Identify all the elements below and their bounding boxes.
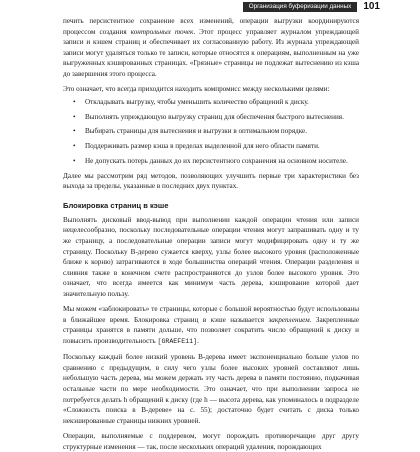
list-item: • Выполнять упреждающую выгрузку страниц для обеспечения быстрого вытеснения. [73, 112, 344, 121]
list-item: • Поддерживать размер кэша в пределах выделенной для него области памяти. [73, 142, 320, 151]
list-item: • Не допускать потерь данных до их персистентного сохранения на основном носителе. [73, 156, 348, 165]
bullet-icon: • [73, 156, 76, 165]
paragraph-after-list: Далее мы рассмотрим ряд методов, позволяющих улучшить первые три характеристики без выхода за пределы, указанные в последних двух пунктах. [63, 171, 359, 191]
running-header [248, 0, 420, 13]
section-heading: Блокировка страниц в кэше [63, 200, 169, 210]
goals-list [63, 97, 359, 167]
paragraph-io: Выполнять дисковый ввод-вывод при выполнении каждой операции чтения или записи нецелесообразно, поскольку последовательные операции чтения могут запрашивать одну и ту же страницу, а последовательные операции записи могут модифицировать одну и ту же страницу. Поскольку B-дерево сужается кверху, узлы более высокого уровня (расположенные ближе к корню) затрагиваются в ходе большинства операций чтения. Операции разделения и слияния также в конечном счете распространяются до узлов более высокого уровня. Это означает, что всегда имеется как минимум часть дерева, кэширование которой дает значительную пользу. [63, 215, 359, 298]
paragraph-checkpoint: печить персистентное сохранение всех изменений, операции выгрузки координируются процессом создания контрольных точек. Этот процесс управляет журналом упреждающей записи и кэшем страниц и обеспечивает их согласованную работу. Из журнала упреждающей записи могут удаляться только те записи, которые относятся к операциям, выполненным на уже выгруженных кэшированных страницах. «Грязные» страницы не подлежат вытеснению из кэша до завершения этого процесса. [63, 17, 359, 78]
list-item: • Выбирать страницы для вытеснения и выгрузки в оптимальном порядке. [73, 127, 308, 136]
paragraph-tradeoff: Это означает, что всегда приходится находить компромисс между несколькими целями: [63, 85, 330, 94]
bullet-icon: • [73, 127, 76, 136]
bullet-icon: • [73, 97, 76, 106]
page-number: 101 [363, 0, 380, 12]
citation: [GRAEFE11] [157, 337, 198, 345]
bullet-icon: • [73, 112, 76, 121]
paragraph-levels: Поскольку каждый более низкий уровень B-дерева имеет экспоненциально больше узлов по сравнению с предыдущим, в силу чего узлы более высоких уровней составляют лишь небольшую часть дерева, мы можем держать эту часть дерева в памяти постоянно, подкачивая остальные части по мере необходимости. Это означает, что при выполнении запроса не потребуется делать h обращений к диску (где h — высота дерева, как упоминалось в подразделе «Сложность поиска в B-дереве» на с. 55); достаточно будет считать с диска только некэшированные страницы нижних уровней. [63, 353, 359, 425]
paragraph-pinning: Мы можем «заблокировать» те страницы, которые с большой вероятностью будут использованы в ближайшее время. Блокировка страниц в кэше называется закреплением. Закрепленные страницы хранятся в памяти дольше, что позволяет сократить число обращений к диску и повысить производительность [GRAEFE11]. [63, 305, 359, 345]
main-text [63, 16, 359, 452]
list-item: • Откладывать выгрузку, чтобы уменьшить количество обращений к диску. [73, 97, 309, 106]
emphasis-checkpoints: контрольных точек [130, 27, 194, 36]
bullet-icon: • [73, 142, 76, 151]
emphasis-pinning: закреплением [268, 315, 310, 324]
paragraph-subtree: Операции, выполняемые с поддеревом, могут порождать противоречащие друг другу структурные изменения — так, после нескольких операций удаления, порождающих [63, 431, 359, 451]
chapter-title: Организация буферизации данных [243, 2, 358, 12]
